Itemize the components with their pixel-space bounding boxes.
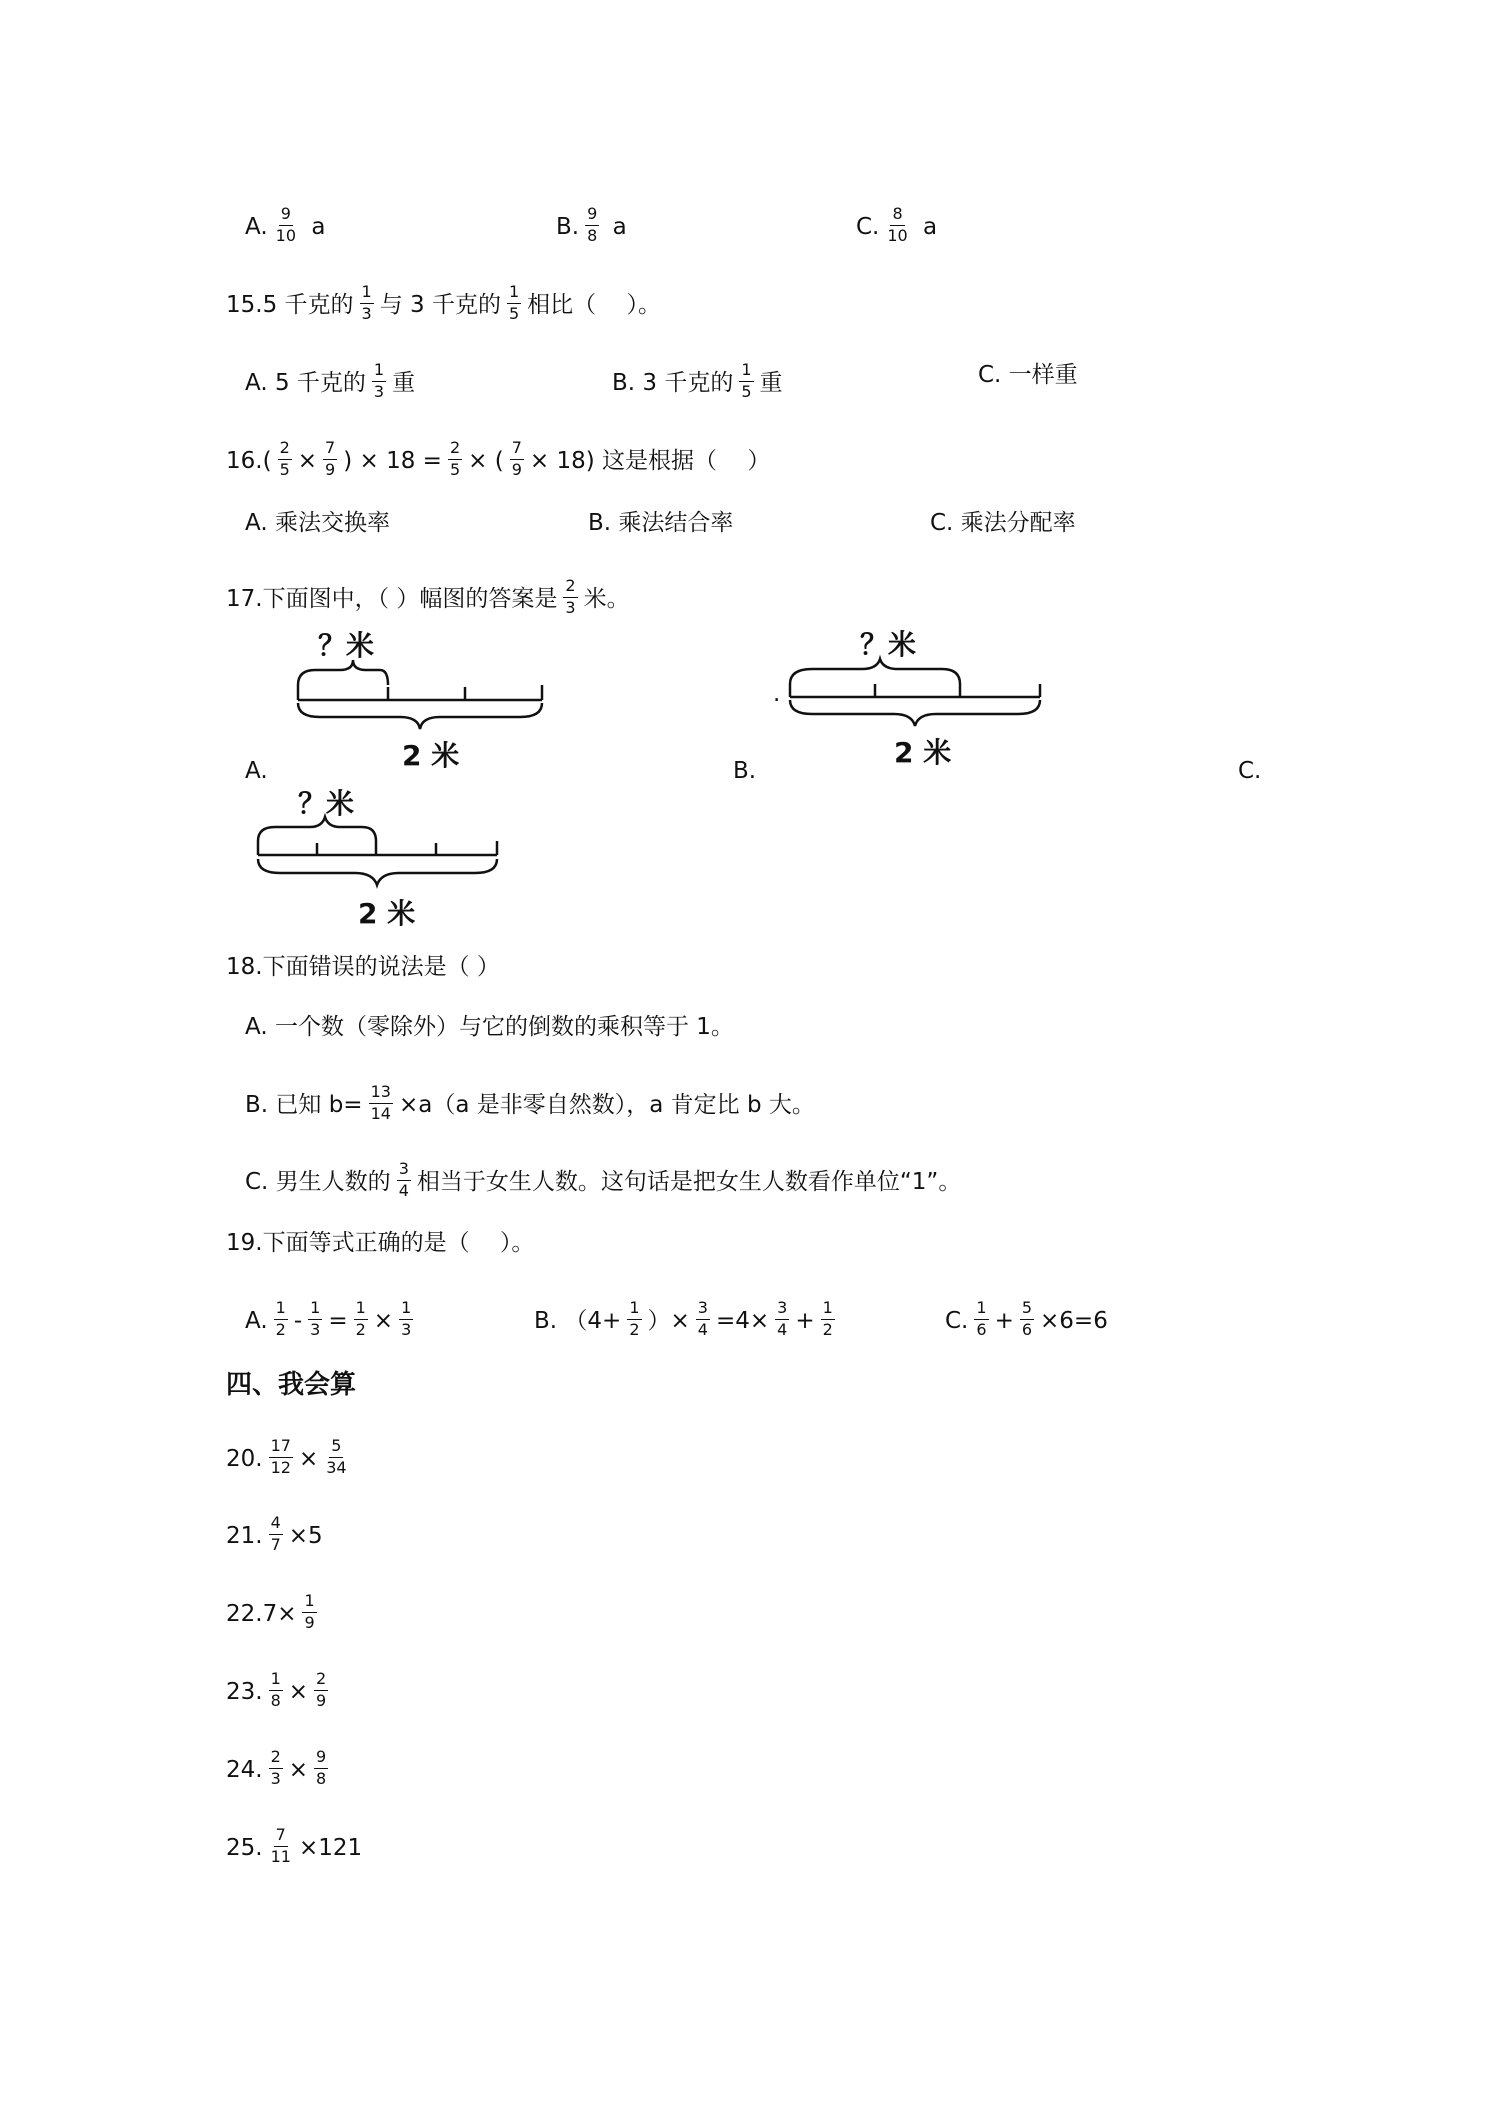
diagram-b	[782, 622, 1042, 772]
diagram-b-question-label: ？米	[860, 628, 917, 661]
q16-option-c: C. 乘法分配率	[930, 510, 1076, 536]
fraction: $\frac{2}{3}$	[565, 576, 576, 617]
diagram-c-bottom-brace	[258, 859, 497, 885]
q16-option-a: A. 乘法交换率	[245, 510, 390, 536]
fraction: $\frac{3}{4}$	[697, 1298, 708, 1339]
diagram-a	[290, 625, 550, 775]
fraction: $\frac{9}{8}$	[587, 204, 598, 245]
q19-stem: 19.下面等式正确的是（ ）。	[226, 1230, 535, 1256]
fraction: $\frac{2}{9}$	[316, 1669, 327, 1710]
q20-problem: 20. $\frac{17}{12}$ × $\frac{5}{34}$	[226, 1436, 347, 1477]
fraction: $\frac{1}{8}$	[270, 1669, 281, 1710]
diagram-c	[250, 783, 510, 933]
diagram-a-top-brace	[298, 660, 388, 685]
section-heading: 四、我会算	[226, 1370, 357, 1400]
q18-option-b: B. 已知 b= $\frac{13}{14}$ ×a（a 是非零自然数），a 肯定比 b 大。	[245, 1082, 815, 1123]
q18-option-a: A. 一个数（零除外）与它的倒数的乘积等于 1。	[245, 1014, 734, 1040]
fraction: $\frac{7}{9}$	[325, 438, 336, 479]
diagram-c-top-brace	[258, 817, 376, 841]
diagram-c-total-label: 2 米	[358, 897, 416, 930]
q19-option-a: A. $\frac{1}{2}$ - $\frac{1}{3}$ = $\frac{1}{2}$ × $\frac{1}{3}$	[245, 1298, 412, 1339]
q14-option-b: B. $\frac{9}{8}$ a	[556, 204, 627, 245]
q15-option-a: A. 5 千克的 $\frac{1}{3}$ 重	[245, 360, 416, 401]
fraction: $\frac{3}{4}$	[398, 1159, 409, 1200]
q17-option-c: C.	[1238, 758, 1262, 784]
q18-stem: 18.下面错误的说法是（ ）	[226, 954, 500, 980]
fraction: $\frac{13}{14}$	[370, 1082, 391, 1123]
fraction: $\frac{8}{10}$	[887, 204, 908, 245]
fraction: $\frac{1}{2}$	[822, 1298, 833, 1339]
q22-problem: 22.7× $\frac{1}{9}$	[226, 1591, 315, 1632]
diagram-c-question-label: ？米	[298, 787, 355, 820]
diagram-a-question-label: ？米	[318, 629, 375, 662]
fraction: $\frac{2}{3}$	[270, 1747, 281, 1788]
diagram-b-top-brace	[790, 659, 960, 684]
fraction: $\frac{1}{3}$	[401, 1298, 412, 1339]
q14-option-a: A. $\frac{9}{10}$ a	[245, 204, 326, 245]
diagram-b-dot: .	[773, 681, 781, 707]
q14-option-c: C. $\frac{8}{10}$ a	[856, 204, 938, 245]
fraction: $\frac{2}{5}$	[279, 438, 290, 479]
fraction: $\frac{2}{5}$	[449, 438, 461, 479]
q21-problem: 21. $\frac{4}{7}$ ×5	[226, 1513, 323, 1554]
q17-stem: 17.下面图中，（ ）幅图的答案是 $\frac{2}{3}$ 米。	[226, 576, 630, 617]
q15-stem: 15.5 千克的 $\frac{1}{3}$ 与 3 千克的 $\frac{1}{5}$ 相比（ ）。	[226, 282, 661, 323]
fraction: $\frac{1}{2}$	[355, 1298, 366, 1339]
q15-option-c: C. 一样重	[978, 362, 1078, 388]
fraction: $\frac{7}{9}$	[511, 438, 522, 479]
q19-option-b: B. （4+ $\frac{1}{2}$ ）× $\frac{3}{4}$ =4× $\frac{3}{4}$ + $\frac{1}{2}$	[534, 1298, 833, 1339]
fraction: $\frac{1}{9}$	[304, 1591, 315, 1632]
diagram-a-total-label: 2 米	[402, 739, 460, 772]
diagram-a-bottom-brace	[298, 703, 542, 729]
fraction: $\frac{1}{3}$	[310, 1298, 321, 1339]
fraction: $\frac{1}{2}$	[275, 1298, 286, 1339]
fraction: $\frac{7}{11}$	[270, 1825, 291, 1866]
fraction: $\frac{1}{5}$	[741, 360, 752, 401]
q16-stem: 16.( $\frac{2}{5}$ × $\frac{7}{9}$ ) × 18 = $\frac{2}{5}$ × ( $\frac{7}{9}$ × 18) 这是根据（ ）	[226, 438, 771, 479]
fraction: $\frac{1}{6}$	[976, 1298, 987, 1339]
q25-problem: 25. $\frac{7}{11}$ ×121	[226, 1825, 363, 1866]
q17-option-b: B.	[733, 758, 757, 784]
q24-problem: 24. $\frac{2}{3}$ × $\frac{9}{8}$	[226, 1747, 327, 1788]
diagram-b-total-label: 2 米	[894, 736, 952, 769]
fraction: $\frac{5}{6}$	[1021, 1298, 1033, 1339]
fraction: $\frac{1}{3}$	[361, 282, 372, 323]
fraction: $\frac{4}{7}$	[270, 1513, 281, 1554]
q16-option-b: B. 乘法结合率	[588, 510, 734, 536]
q17-option-a: A.	[245, 758, 268, 784]
q19-option-c: C. $\frac{1}{6}$ + $\frac{5}{6}$ ×6=6	[945, 1298, 1108, 1339]
q23-problem: 23. $\frac{1}{8}$ × $\frac{2}{9}$	[226, 1669, 327, 1710]
q18-option-c: C. 男生人数的 $\frac{3}{4}$ 相当于女生人数。这句话是把女生人数看作单位“1”。	[245, 1159, 962, 1200]
fraction: $\frac{17}{12}$	[270, 1436, 291, 1477]
fraction: $\frac{1}{5}$	[508, 282, 520, 323]
q15-option-b: B. 3 千克的 $\frac{1}{5}$ 重	[612, 360, 783, 401]
fraction: $\frac{3}{4}$	[777, 1298, 788, 1339]
fraction: $\frac{9}{8}$	[316, 1747, 327, 1788]
fraction: $\frac{5}{34}$	[326, 1436, 347, 1477]
fraction: $\frac{9}{10}$	[275, 204, 296, 245]
diagram-b-bottom-brace	[790, 700, 1040, 726]
fraction: $\frac{1}{2}$	[629, 1298, 640, 1339]
fraction: $\frac{1}{3}$	[373, 360, 385, 401]
